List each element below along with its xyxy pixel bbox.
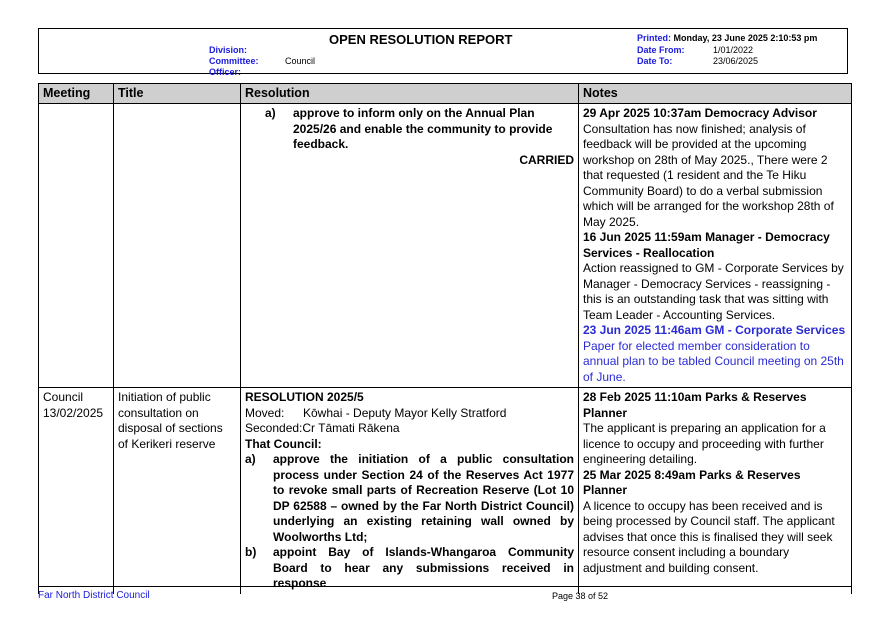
moved-label: Moved: (245, 405, 285, 420)
date-values (713, 45, 758, 67)
division-label: Division: (209, 45, 248, 55)
resolution-item-text: appoint Bay of Islands-Whangaroa Community Board to hear any submissions received in response (273, 545, 574, 590)
resolution-heading: RESOLUTION 2025/5 (245, 390, 364, 404)
note-heading: 25 Mar 2025 8:49am Parks & Reserves Planner (583, 467, 801, 497)
table-row (39, 388, 852, 594)
filter-labels (209, 45, 259, 78)
meeting-name: Council (43, 390, 84, 404)
col-header-resolution: Resolution (241, 84, 579, 104)
resolution-table (38, 83, 852, 594)
date-to-label: Date To: (637, 56, 673, 66)
resolution-item-text: approve to inform only on the Annual Plan 2025/26 and enable the community to provide feedback. (293, 106, 553, 151)
report-header (38, 28, 848, 77)
date-labels (637, 45, 685, 67)
resolution-item (245, 106, 574, 153)
meeting-cell (39, 388, 114, 594)
resolution-item (245, 452, 574, 545)
note-heading: 29 Apr 2025 10:37am Democracy Advisor (583, 106, 817, 120)
note-text: The applicant is preparing an application for a licence to occupy and proceeding with further engineering detailing. (583, 421, 826, 466)
printed-stamp (637, 33, 817, 43)
footer-org: Far North District Council (38, 590, 150, 601)
table-header-row (39, 84, 852, 104)
committee-label: Committee: (209, 56, 259, 66)
notes-cell (579, 104, 852, 388)
resolution-item (245, 545, 574, 592)
moved-line (245, 406, 574, 422)
officer-label: Officer: (209, 67, 242, 77)
note-heading: 16 Jun 2025 11:59am Manager - Democracy Services - Reallocation (583, 230, 830, 260)
col-header-meeting: Meeting (39, 84, 114, 104)
committee-value: Council (285, 56, 316, 66)
division-value (285, 45, 315, 56)
resolution-cell (241, 104, 579, 388)
meeting-date: 13/02/2025 (43, 405, 104, 420)
table-row (39, 104, 852, 388)
resolution-item-key: a) (245, 452, 256, 466)
col-header-title: Title (114, 84, 241, 104)
resolution-cell (241, 388, 579, 594)
resolution-item-text: approve the initiation of a public consultation process under Section 24 of the Reserves Act 1977 to revoke small parts of Recreation Reserve (Lot 10 DP 62588 – owned by the Far North District Council) underlying an existing retaining wall owned by Woolworths Ltd; (273, 452, 574, 544)
seconded-label: Seconded: (245, 421, 303, 435)
col-header-notes: Notes (579, 84, 852, 104)
footer-divider (38, 586, 851, 587)
date-to-value: 23/06/2025 (713, 56, 759, 66)
note-text: A licence to occupy has been received and is being processed by Council staff. The applicant advises that once this is finalised they will seek resource consent including a boundary adjustment and building consent. (583, 498, 835, 575)
resolution-item-key: b) (245, 545, 257, 559)
seconded-value: Cr Tāmati Rākena (302, 421, 400, 435)
date-from-value: 1/01/2022 (713, 45, 754, 55)
note-text: Paper for elected member consideration to annual plan to be tabled Council meeting on 25th of June. (583, 338, 844, 384)
carried-label: CARRIED (519, 152, 574, 167)
page-number: Page 38 of 52 (552, 591, 609, 601)
meeting-cell (39, 104, 114, 388)
title-cell: Initiation of public consultation on disposal of sections of Kerikeri reserve (114, 388, 241, 594)
printed-value: Monday, 23 June 2025 2:10:53 pm (673, 33, 818, 43)
title-cell (114, 104, 241, 388)
resolution-item-key: a) (265, 106, 276, 120)
note-text: Consultation has now finished; analysis of feedback will be provided at the upcoming workshop on 28th of May 2025., There were 2 that requested (1 resident and the Te Hiku Community Board) to do a verbal submission which will be arranged for the workshop 28th of May 2025. (583, 121, 834, 229)
notes-cell (579, 388, 852, 594)
filter-values (285, 45, 315, 78)
printed-label: Printed: (637, 33, 672, 43)
seconded-line (245, 421, 574, 437)
note-text: Action reassigned to GM - Corporate Services by Manager - Democracy Services - reassigning - this is an outstanding task that was sitting with Team Leader - Accounting Services. (583, 261, 844, 322)
report-title: OPEN RESOLUTION REPORT (329, 32, 513, 47)
that-council: That Council: (245, 436, 322, 451)
officer-value (285, 67, 315, 78)
note-heading: 23 Jun 2025 11:46am GM - Corporate Services (583, 323, 846, 337)
note-heading: 28 Feb 2025 11:10am Parks & Reserves Planner (583, 390, 807, 420)
moved-value: Kōwhai - Deputy Mayor Kelly Stratford (303, 405, 507, 420)
date-from-label: Date From: (637, 45, 685, 55)
